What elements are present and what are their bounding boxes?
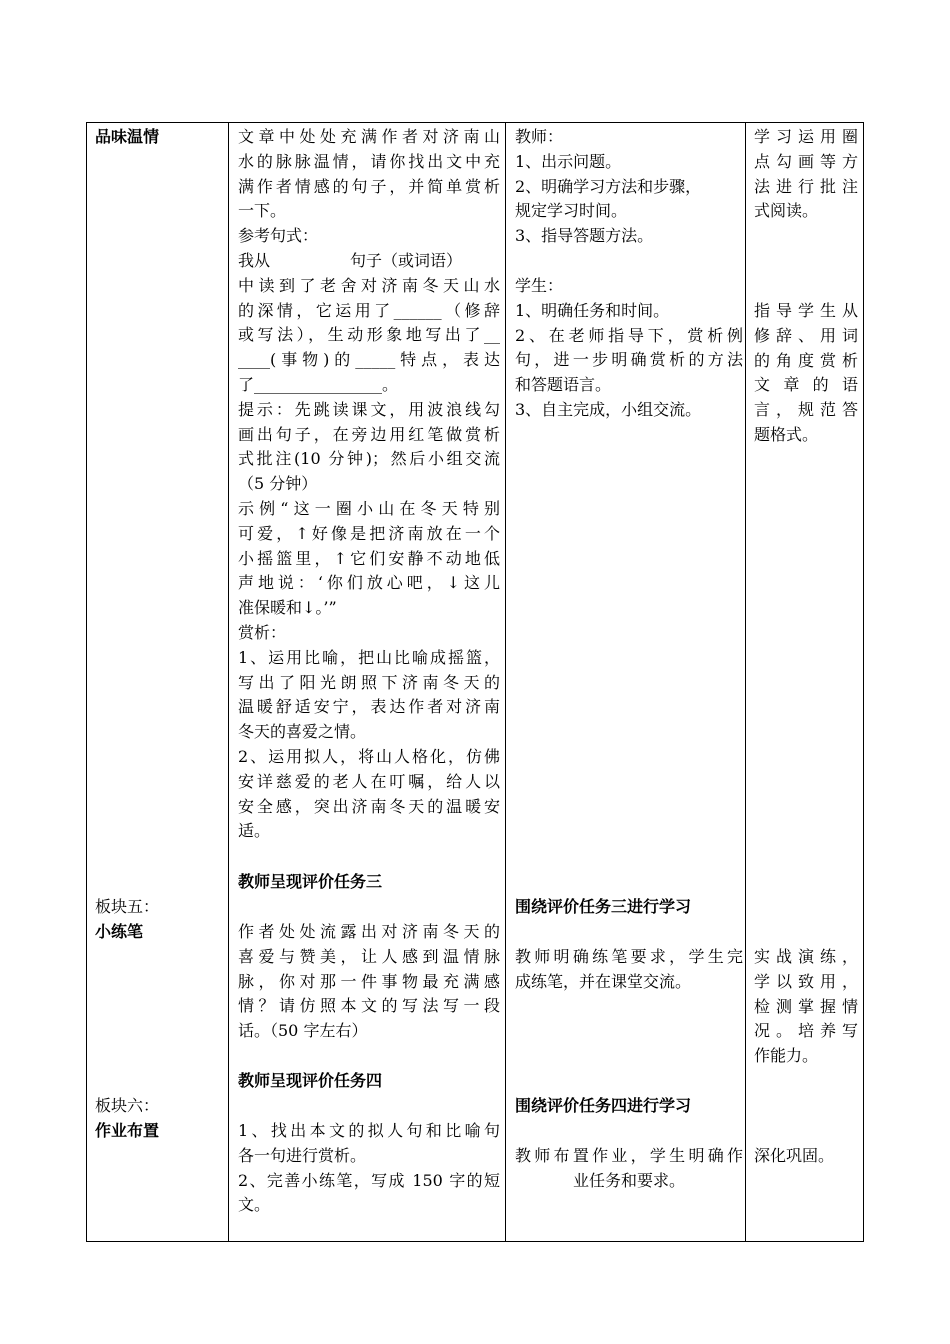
text-line: 温暖舒适安宁，表达作者对济南 <box>238 697 500 717</box>
text-line: 水的脉脉温情，请你找出文中充 <box>238 151 500 171</box>
text-line: 1、出示问题。 <box>515 151 622 171</box>
column-divider <box>745 123 746 1241</box>
intent-block-3 <box>754 945 858 1069</box>
text-line: 一下。 <box>238 201 287 221</box>
text-line: 示例“这一圈小山在冬天特别 <box>238 498 500 518</box>
text-line: 3、自主完成，小组交流。 <box>515 399 702 419</box>
task3-activity-text <box>515 945 743 995</box>
student-activities <box>515 274 743 423</box>
column-divider <box>505 123 506 1241</box>
text-line: 2、运用拟人，将山人格化，仿佛 <box>238 746 500 766</box>
text-line: （5 分钟） <box>238 474 318 494</box>
section1-title: 品味温情 <box>95 127 160 146</box>
section6-label: 板块六： <box>95 1096 160 1115</box>
task3-activity-heading: 围绕评价任务三进行学习 <box>515 897 692 916</box>
text-line: 和答题语言。 <box>515 375 612 395</box>
text-line: 的角度赏析 <box>754 350 858 370</box>
text-line: 规定学习时间。 <box>515 201 628 221</box>
text-line: 学生： <box>515 276 564 295</box>
text-line: 业任务和要求。 <box>572 1170 685 1190</box>
text-line: 了________________。 <box>238 374 399 394</box>
intent-block-2 <box>754 299 858 448</box>
section5-label: 板块五： <box>95 897 160 916</box>
task4-text <box>238 1119 500 1218</box>
task3-text <box>238 920 500 1044</box>
task3-heading: 教师呈现评价任务三 <box>238 872 383 891</box>
lesson-plan-table <box>86 122 864 1242</box>
text-line: 准保暖和↓。’” <box>238 598 337 618</box>
intent-block-4: 深化巩固。 <box>754 1146 835 1165</box>
intent-block-1 <box>754 125 858 224</box>
text-line: 1、明确任务和时间。 <box>515 300 670 320</box>
text-line: 或写法），生动形象地写出了__ <box>238 325 500 345</box>
text-line: ____(事物)的_____特点，表达 <box>238 350 500 370</box>
text-line: 学以致用， <box>754 971 858 991</box>
text-line: 文。 <box>238 1195 271 1215</box>
section5-title: 小练笔 <box>95 922 144 941</box>
text-line: 2、明确学习方法和步骤， <box>515 176 702 196</box>
text-line: 况。培养写 <box>754 1021 858 1041</box>
content-main-text <box>238 125 500 844</box>
text-line: 中读到了老舍对济南冬天山水 <box>238 275 500 295</box>
text-line: 画出句子，在旁边用红笔做赏析 <box>238 424 500 444</box>
text-line: 文章中处处充满作者对济南山 <box>238 127 500 146</box>
text-line: 话。（50 字左右） <box>238 1021 368 1041</box>
text-line: 检测掌握情 <box>754 996 858 1016</box>
text-line: 参考句式： <box>238 226 319 246</box>
text-line: 成练笔，并在课堂交流。 <box>515 971 692 991</box>
text-line: 指导学生从 <box>754 301 858 320</box>
text-line: 我从 句子（或词语） <box>238 250 463 270</box>
text-line: 作能力。 <box>754 1046 819 1066</box>
column-divider <box>228 123 229 1241</box>
text-line: 作者处处流露出对济南冬天的 <box>238 922 500 941</box>
task4-heading: 教师呈现评价任务四 <box>238 1071 383 1090</box>
text-line: 句，进一步明确赏析的方法 <box>515 350 743 370</box>
text-line: 的深情，它运用了______（修辞 <box>238 300 500 320</box>
text-line: 2、完善小练笔，写成 150 字的短 <box>238 1170 500 1190</box>
section6-title: 作业布置 <box>95 1121 160 1140</box>
text-line: 声地说：‘你们放心吧，↓这儿 <box>238 573 500 593</box>
text-line: 写出了阳光朗照下济南冬天的 <box>238 672 500 692</box>
text-line: 文 章 的 语 <box>754 375 858 395</box>
text-line: 3、指导答题方法。 <box>515 226 654 246</box>
text-line: 修辞、用词 <box>754 325 858 345</box>
text-line: 冬天的喜爱之情。 <box>238 722 367 742</box>
teacher-activities <box>515 125 743 249</box>
text-line: 2、在老师指导下，赏析例 <box>515 325 743 345</box>
text-line: 提示：先跳读课文，用波浪线勾 <box>238 399 500 419</box>
text-line: 点勾画等方 <box>754 151 858 171</box>
text-line: 喜爱与赞美，让人感到温情脉 <box>238 946 500 966</box>
task4-activity-text <box>515 1144 743 1194</box>
text-line: 安详慈爱的老人在叮嘱，给人以 <box>238 771 500 791</box>
task4-activity-heading: 围绕评价任务四进行学习 <box>515 1096 692 1115</box>
text-line: 教师： <box>515 127 564 146</box>
text-line: 学习运用圈 <box>754 127 858 146</box>
text-line: 脉，你对那一件事物最充满感 <box>238 971 500 991</box>
text-line: 言，规范答 <box>754 400 858 420</box>
text-line: 实战演练， <box>754 947 858 966</box>
text-line: 情？请仿照本文的写法写一段 <box>238 996 500 1016</box>
text-line: 可爱，↑好像是把济南放在一个 <box>238 523 500 543</box>
text-line: 满作者情感的句子，并简单赏析 <box>238 176 500 196</box>
text-line: 教师明确练笔要求，学生完 <box>515 947 743 966</box>
text-line: 适。 <box>238 821 271 841</box>
text-line: 1、找出本文的拟人句和比喻句 <box>238 1121 500 1140</box>
text-line: 法进行批注 <box>754 176 858 196</box>
text-line: 安全感，突出济南冬天的温暖安 <box>238 796 500 816</box>
text-line: 教师布置作业，学生明确作 <box>515 1146 743 1165</box>
text-line: 1、运用比喻，把山比喻成摇篮， <box>238 647 500 667</box>
text-line: 赏析： <box>238 622 287 642</box>
text-line: 题格式。 <box>754 424 819 444</box>
text-line: 式阅读。 <box>754 201 819 221</box>
text-line: 各一句进行赏析。 <box>238 1145 367 1165</box>
text-line: 小摇篮里，↑它们安静不动地低 <box>238 548 500 568</box>
text-line: 式批注(10 分钟)；然后小组交流 <box>238 449 500 469</box>
